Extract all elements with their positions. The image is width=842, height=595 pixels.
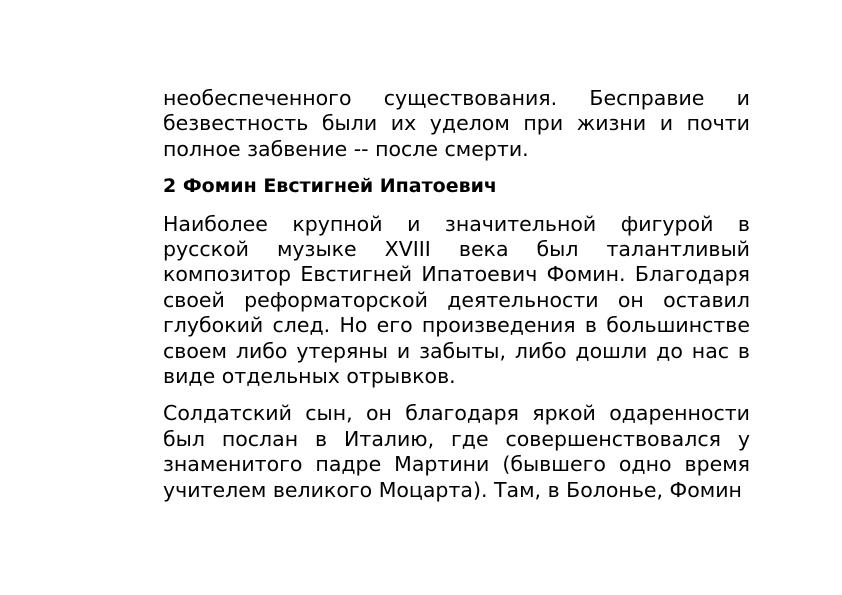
text-column <box>163 86 750 503</box>
paragraph-gap <box>163 200 750 212</box>
section-heading: 2 Фомин Евстигней Ипатоевич <box>163 175 497 198</box>
paragraph-fomin-italy: Солдатский сын, он благодаря яркой одаренности был послан в Италию, где совершенствовался у знаменитого падре Мартини (бывшего одно время учителем великого Моцарта). Там, в Болонье, Фомин <box>163 401 750 502</box>
paragraph-gap <box>163 162 750 174</box>
paragraph-continuation: необеспеченного существования. Бесправие и безвестность были их уделом при жизни и почти полное забвение -- после смерти. <box>163 86 750 161</box>
paragraph-gap <box>163 389 750 401</box>
paragraph-fomin-intro: Наиболее крупной и значительной фигурой в русской музыке XVIII века был талантливый композитор Евстигней Ипатоевич Фомин. Благодаря своей реформаторской деятельности он оставил глубокий след. Но его произведения в большинстве своем либо утеряны и забыты, либо дошли до нас в виде отдельных отрывков. <box>163 211 750 389</box>
